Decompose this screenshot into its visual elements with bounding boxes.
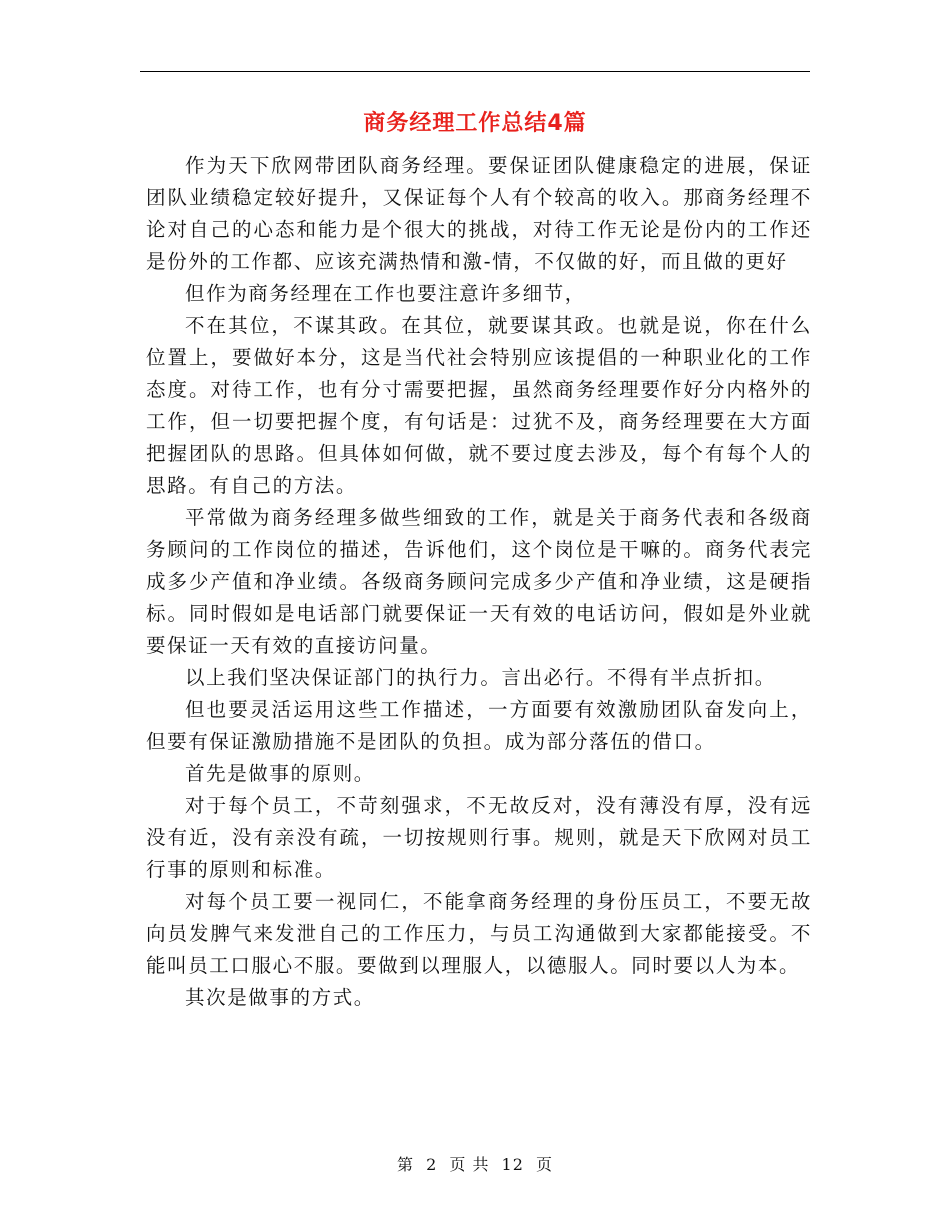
footer-total-pages: 12 — [501, 1155, 524, 1174]
footer-suffix: 页 — [536, 1155, 554, 1174]
paragraph: 不在其位，不谋其政。在其位，就要谋其政。也就是说，你在什么位置上，要做好本分，这是当代社会特别应该提倡的一种职业化的工作态度。对待工作，也有分寸需要把握，虽然商务经理要作好分内格外的工作，但一切要把握个度，有句话是：过犹不及，商务经理要在大方面把握团队的思路。但具体如何做，就不要过度去涉及，每个有每个人的思路。有自己的方法。 — [146, 314, 812, 497]
document-title: 商务经理工作总结4篇 — [363, 111, 587, 136]
paragraph: 以上我们坚决保证部门的执行力。言出必行。不得有半点折扣。 — [185, 666, 776, 689]
paragraph: 平常做为商务经理多做些细致的工作，就是关于商务代表和各级商务顾问的工作岗位的描述，告诉他们，这个岗位是干嘛的。商务代表完成多少产值和净业绩。各级商务顾问完成多少产值和净业绩，这是硬指标。同时假如是电话部门就要保证一天有效的电话访问，假如是外业就要保证一天有效的直接访问量。 — [146, 506, 812, 657]
header-rule — [140, 71, 810, 72]
page-footer — [0, 1152, 950, 1175]
footer-current-page: 2 — [426, 1155, 438, 1174]
paragraph: 但也要灵活运用这些工作描述，一方面要有效激励团队奋发向上，但要有保证激励措施不是团队的负担。成为部分落伍的借口。 — [146, 698, 812, 753]
paragraph: 首先是做事的原则。 — [185, 762, 375, 785]
paragraph: 其次是做事的方式。 — [185, 986, 375, 1009]
document-body — [146, 150, 812, 1014]
footer-prefix: 第 — [396, 1155, 414, 1174]
paragraph: 作为天下欣网带团队商务经理。要保证团队健康稳定的进展，保证团队业绩稳定较好提升，又保证每个人有个较高的收入。那商务经理不论对自己的心态和能力是个很大的挑战，对待工作无论是份内的工作还是份外的工作都、应该充满热情和激-情，不仅做的好，而且做的更好 — [146, 154, 812, 273]
footer-middle: 页 共 — [449, 1155, 490, 1174]
paragraph: 但作为商务经理在工作也要注意许多细节， — [185, 282, 586, 305]
paragraph: 对每个员工要一视同仁，不能拿商务经理的身份压员工，不要无故向员发脾气来发泄自己的工作压力，与员工沟通做到大家都能接受。不能叫员工口服心不服。要做到以理服人，以德服人。同时要以人为本。 — [146, 890, 812, 977]
paragraph: 对于每个员工，不苛刻强求，不无故反对，没有薄没有厚，没有远没有近，没有亲没有疏，一切按规则行事。规则，就是天下欣网对员工行事的原则和标准。 — [146, 794, 812, 881]
